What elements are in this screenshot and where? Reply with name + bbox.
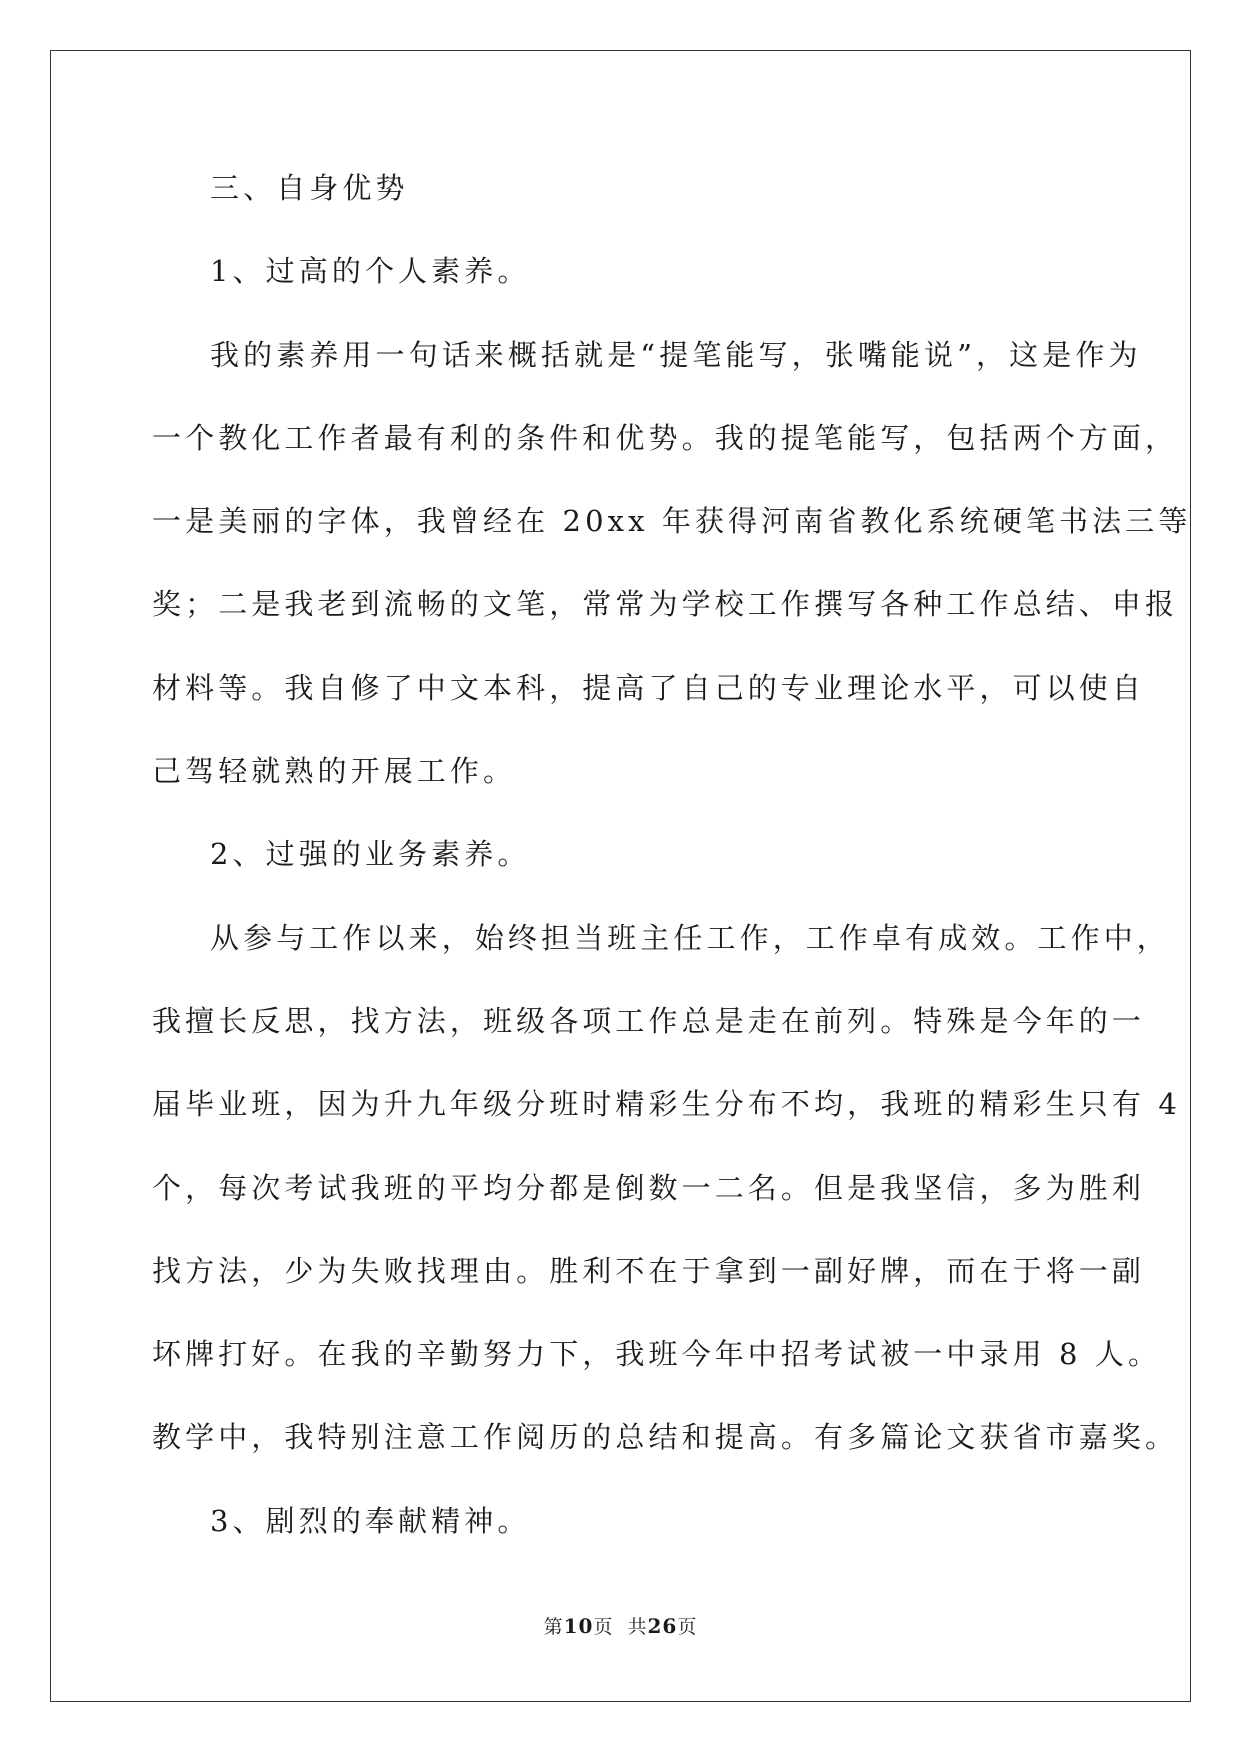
paragraph-line: 材料等。我自修了中文本科，提高了自己的专业理论水平，可以使自: [152, 670, 1146, 705]
paragraph-line: 一是美丽的字体，我曾经在 20xx 年获得河南省教化系统硬笔书法三等: [152, 504, 1192, 539]
subheading-3: 3、剧烈的奉献精神。: [210, 1503, 531, 1538]
paragraph-line: 坏牌打好。在我的辛勤努力下，我班今年中招考试被一中录用 8 人。: [152, 1337, 1162, 1372]
total-page-number: 26: [647, 1614, 678, 1638]
total-suffix: 页: [677, 1616, 698, 1638]
paragraph-line: 届毕业班，因为升九年级分班时精彩生分布不均，我班的精彩生只有 4: [152, 1087, 1181, 1122]
page-footer: [0, 1612, 1241, 1639]
paragraph-line: 从参与工作以来，始终担当班主任工作，工作卓有成效。工作中，: [210, 920, 1170, 955]
section-heading: 三、自身优势: [210, 171, 409, 205]
paragraph-line: 一个教化工作者最有利的条件和优势。我的提笔能写，包括两个方面，: [152, 420, 1179, 455]
paragraph-line: 个，每次考试我班的平均分都是倒数一二名。但是我坚信，多为胜利: [152, 1170, 1146, 1205]
document-body: [152, 160, 1192, 1576]
total-prefix: 共: [627, 1616, 648, 1638]
paragraph-line: 教学中，我特别注意工作阅历的总结和提高。有多篇论文获省市嘉奖。: [152, 1420, 1179, 1455]
subheading-2: 2、过强的业务素养。: [210, 837, 531, 872]
paragraph-line: 奖；二是我老到流畅的文笔，常常为学校工作撰写各种工作总结、申报: [152, 587, 1179, 622]
current-page-number: 10: [563, 1614, 594, 1638]
subheading-1: 1、过高的个人素养。: [210, 254, 531, 289]
page-prefix: 第: [543, 1616, 564, 1638]
paragraph-line: 己驾轻就熟的开展工作。: [152, 754, 517, 789]
page-suffix: 页: [593, 1616, 614, 1638]
paragraph-line: 我擅长反思，找方法，班级各项工作总是走在前列。特殊是今年的一: [152, 1003, 1146, 1038]
paragraph-line: 找方法，少为失败找理由。胜利不在于拿到一副好牌，而在于将一副: [152, 1253, 1146, 1288]
paragraph-line: 我的素养用一句话来概括就是“提笔能写，张嘴能说”，这是作为: [210, 337, 1142, 372]
